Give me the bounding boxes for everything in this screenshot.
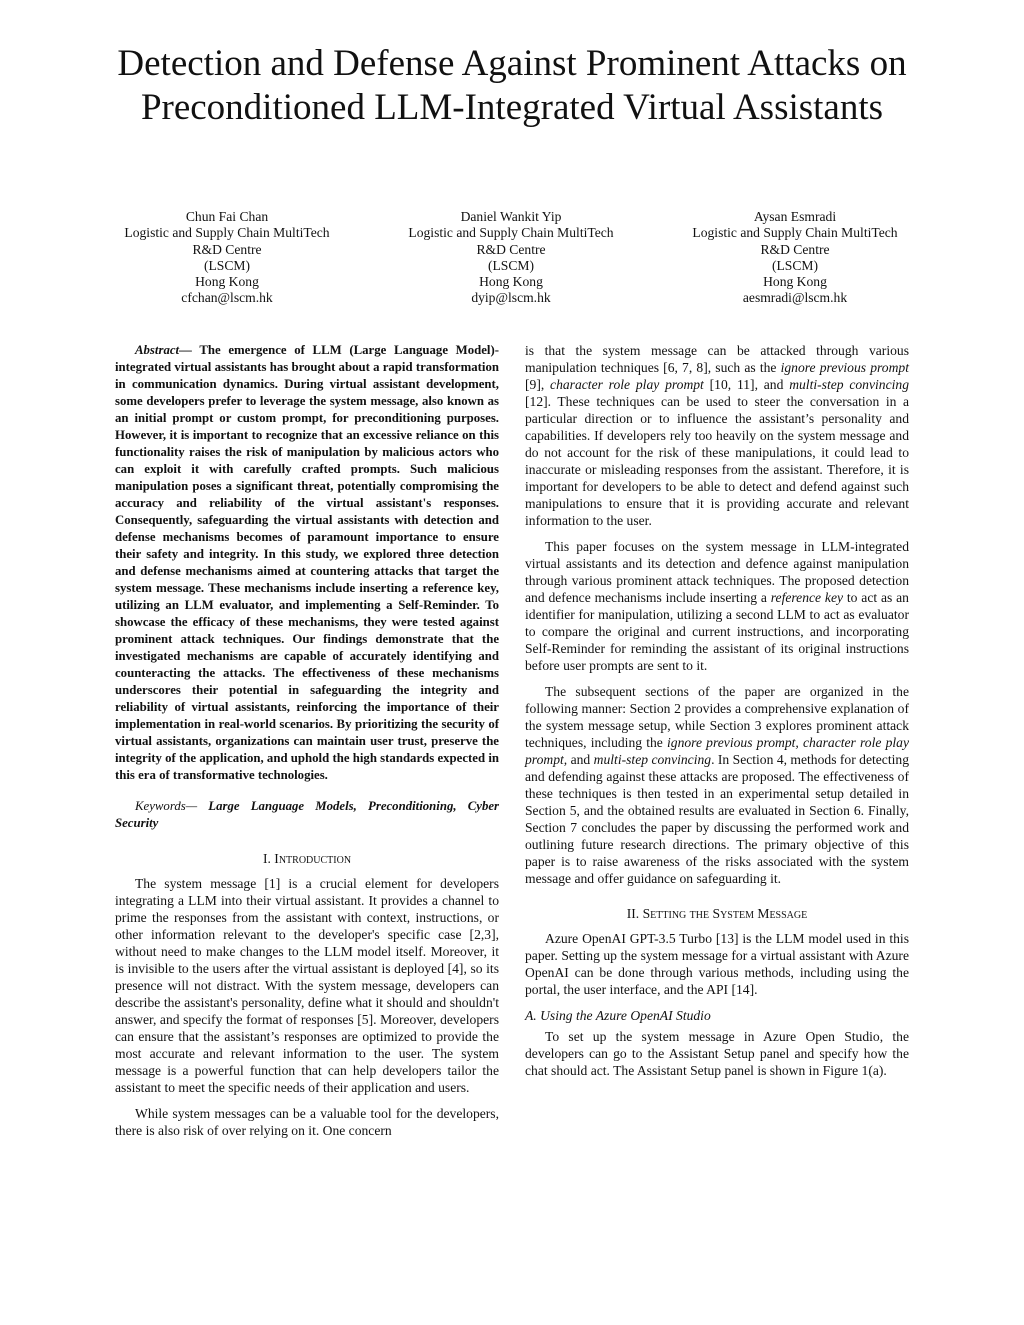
text-run: The subsequent sections of the paper are organized in the following manner: Section 2 provides a comprehensive explanation of the system message setup, while Section 3 explores prominent attack techniques, including the — [525, 684, 909, 750]
section-title: Setting the System Message — [642, 906, 808, 921]
emphasis-text: ignore previous prompt, character role play prompt, — [525, 735, 909, 767]
intro-paragraph-2: While system messages can be a valuable tool for the developers, there is also risk of over relying on it. One concern — [115, 1106, 499, 1138]
text-run: [10, 11], and — [709, 377, 784, 392]
author-location: Hong Kong — [479, 274, 543, 290]
author-3 — [645, 209, 945, 307]
intro-paragraph-2-continued — [525, 342, 909, 529]
paper-title: Detection and Defense Against Prominent Attacks on Preconditioned LLM-Integrated Virtual Assistants — [117, 43, 907, 128]
intro-paragraph-4 — [525, 683, 909, 887]
section2-paragraph-2: To set up the system message in Azure Open Studio, the developers can go to the Assistant Setup panel and specify how the chat should act. The Assistant Setup panel is shown in Figure 1(a). — [525, 1029, 909, 1078]
intro-paragraph-1: The system message [1] is a crucial element for developers integrating a LLM into their virtual assistant. It provides a channel to prime the responses from the assistant with context, instructions, or other information relevant to the developer's specific case [2,3], without need to make changes to the LLM model itself. Moreover, it is invisible to the users after the virtual assistant is deployed [4], so its presence will not distract. With the system message, developers can describe the assistant's personality, define what it should and shouldn't answer, and specify the format of responses [5]. Moreover, developers can ensure that the assistant’s responses are optimized to provide the most accurate and relevant information to the user. The system message is a powerful function that can help developers tailor the assistant to meet the specific needs of their application and users. — [115, 876, 499, 1095]
author-location: Hong Kong — [763, 274, 827, 290]
emphasis-text: multi-step convincing — [789, 377, 909, 392]
intro-paragraph-3 — [525, 538, 909, 674]
author-affiliation: R&D Centre — [476, 241, 546, 257]
section-number: I. — [262, 851, 271, 866]
author-1 — [77, 209, 377, 307]
author-name: Chun Fai Chan — [185, 209, 269, 224]
author-name: Daniel Wankit Yip — [460, 209, 562, 224]
abstract-label: Abstract— — [135, 343, 192, 357]
keywords-text: Large Language Models, Preconditioning, Cyber Security — [115, 799, 499, 830]
section-heading-introduction — [115, 850, 499, 867]
abstract-text: The emergence of LLM (Large Language Model)-integrated virtual assistants has brought about a rapid transformation in communication dynamics. During virtual assistant development, some developers prefer to leverage the system message, also known as an initial prompt or custom prompt, for preconditioning purposes. However, it is important to recognize that an excessive reliance on this functionality raises the risk of manipulation by malicious actors who can exploit it with carefully crafted prompts. Such malicious manipulation poses a significant threat, potentially compromising the accuracy and reliability of the virtual assistant's responses. Consequently, safeguarding the virtual assistants with detection and defense mechanisms becomes of paramount importance to ensure their safety and integrity. In this study, we explored three detection and defense mechanisms aimed at countering attacks that target the system message. These mechanisms include inserting a reference key, utilizing an LLM evaluator, and implementing a Self-Reminder. To showcase the efficacy of these mechanisms, they were tested against prominent attack techniques. Our findings demonstrate that the investigated mechanisms are capable of accurately identifying and counteracting the attacks. The effectiveness of these mechanisms underscores their potential in safeguarding the integrity and reliability of virtual assistants, reinforcing the importance of their implementation in real-world scenarios. By prioritizing the security of virtual assistants, organizations can maintain user trust, preserve the integrity of the application, and uphold the high standards expected in this era of transformative technologies. — [115, 343, 499, 782]
author-email: cfchan@lscm.hk — [181, 290, 273, 306]
emphasis-text: ignore previous prompt — [780, 360, 909, 375]
author-affiliation: R&D Centre — [192, 241, 262, 257]
text-run: . In Section 4, methods for detecting and defending against these attacks are proposed. The effectiveness of these techniques is then tested in an experimental setup detailed in Section 5, and the obtained results are evaluated in Section 6. Finally, Section 7 concludes the paper by discussing the performed work and outlining future research directions. The primary objective of this paper is to raise awareness of the risks associated with the system message and offer guidance on safeguarding it. — [525, 752, 909, 886]
author-affiliation: (LSCM) — [203, 257, 251, 273]
section-title: Introduction — [274, 851, 352, 866]
author-affiliation: Logistic and Supply Chain MultiTech — [124, 225, 330, 241]
author-affiliation: Logistic and Supply Chain MultiTech — [692, 225, 898, 241]
text-run: [12]. These techniques can be used to steer the conversation in a particular direction or to influence the assistant’s personality and capabilities. If developers rely too heavily on the system message and do not account for the risk of these manipulations, it could lead to inaccurate or misleading responses from the assistant. Therefore, it is important for developers to be able to detect and defend against such manipulations to ensure that it is providing accurate and relevant information to the user. — [525, 394, 909, 528]
emphasis-text: character role play prompt — [550, 377, 704, 392]
text-run: and — [570, 752, 591, 767]
section2-paragraph-1: Azure OpenAI GPT-3.5 Turbo [13] is the LLM model used in this paper. Setting up the system message for a virtual assistant with Azure OpenAI can be done through various methods, including using the portal, the user interface, and the API [14]. — [525, 931, 909, 997]
author-affiliation: Logistic and Supply Chain MultiTech — [408, 225, 614, 241]
subsection-heading-azure-studio: A. Using the Azure OpenAI Studio — [525, 1008, 711, 1023]
author-email: aesmradi@lscm.hk — [742, 290, 848, 306]
text-run: to act as an identifier for manipulation, utilizing a second LLM to act as evaluator to compare the original and current instructions, and incorporating Self-Reminder for reminding the assistant of its original instructions before user prompts are sent to it. — [525, 590, 909, 673]
author-affiliation: (LSCM) — [771, 257, 819, 273]
text-run: is that the system message can be attacked through various manipulation techniques [6, 7, 8], such as the — [525, 343, 909, 375]
emphasis-text: multi-step convincing — [593, 752, 712, 767]
text-run: This paper focuses on the system message in LLM-integrated virtual assistants and its detection and defence against manipulation through various prominent attack techniques. The proposed detection and defence mechanisms include inserting a — [525, 539, 909, 605]
keywords — [115, 798, 499, 832]
section-number: II. — [626, 906, 640, 921]
right-column — [525, 342, 909, 1088]
author-name: Aysan Esmradi — [753, 209, 837, 224]
left-column — [115, 342, 499, 1148]
author-2 — [361, 209, 661, 307]
author-affiliation: (LSCM) — [487, 257, 535, 273]
author-email: dyip@lscm.hk — [471, 290, 551, 306]
author-location: Hong Kong — [195, 274, 259, 290]
emphasis-text: reference key — [770, 590, 844, 605]
text-run: [9], — [525, 377, 545, 392]
author-affiliation: R&D Centre — [760, 241, 830, 257]
abstract — [115, 342, 499, 784]
section-heading-system-message — [525, 905, 909, 922]
keywords-label: Keywords— — [135, 799, 198, 813]
